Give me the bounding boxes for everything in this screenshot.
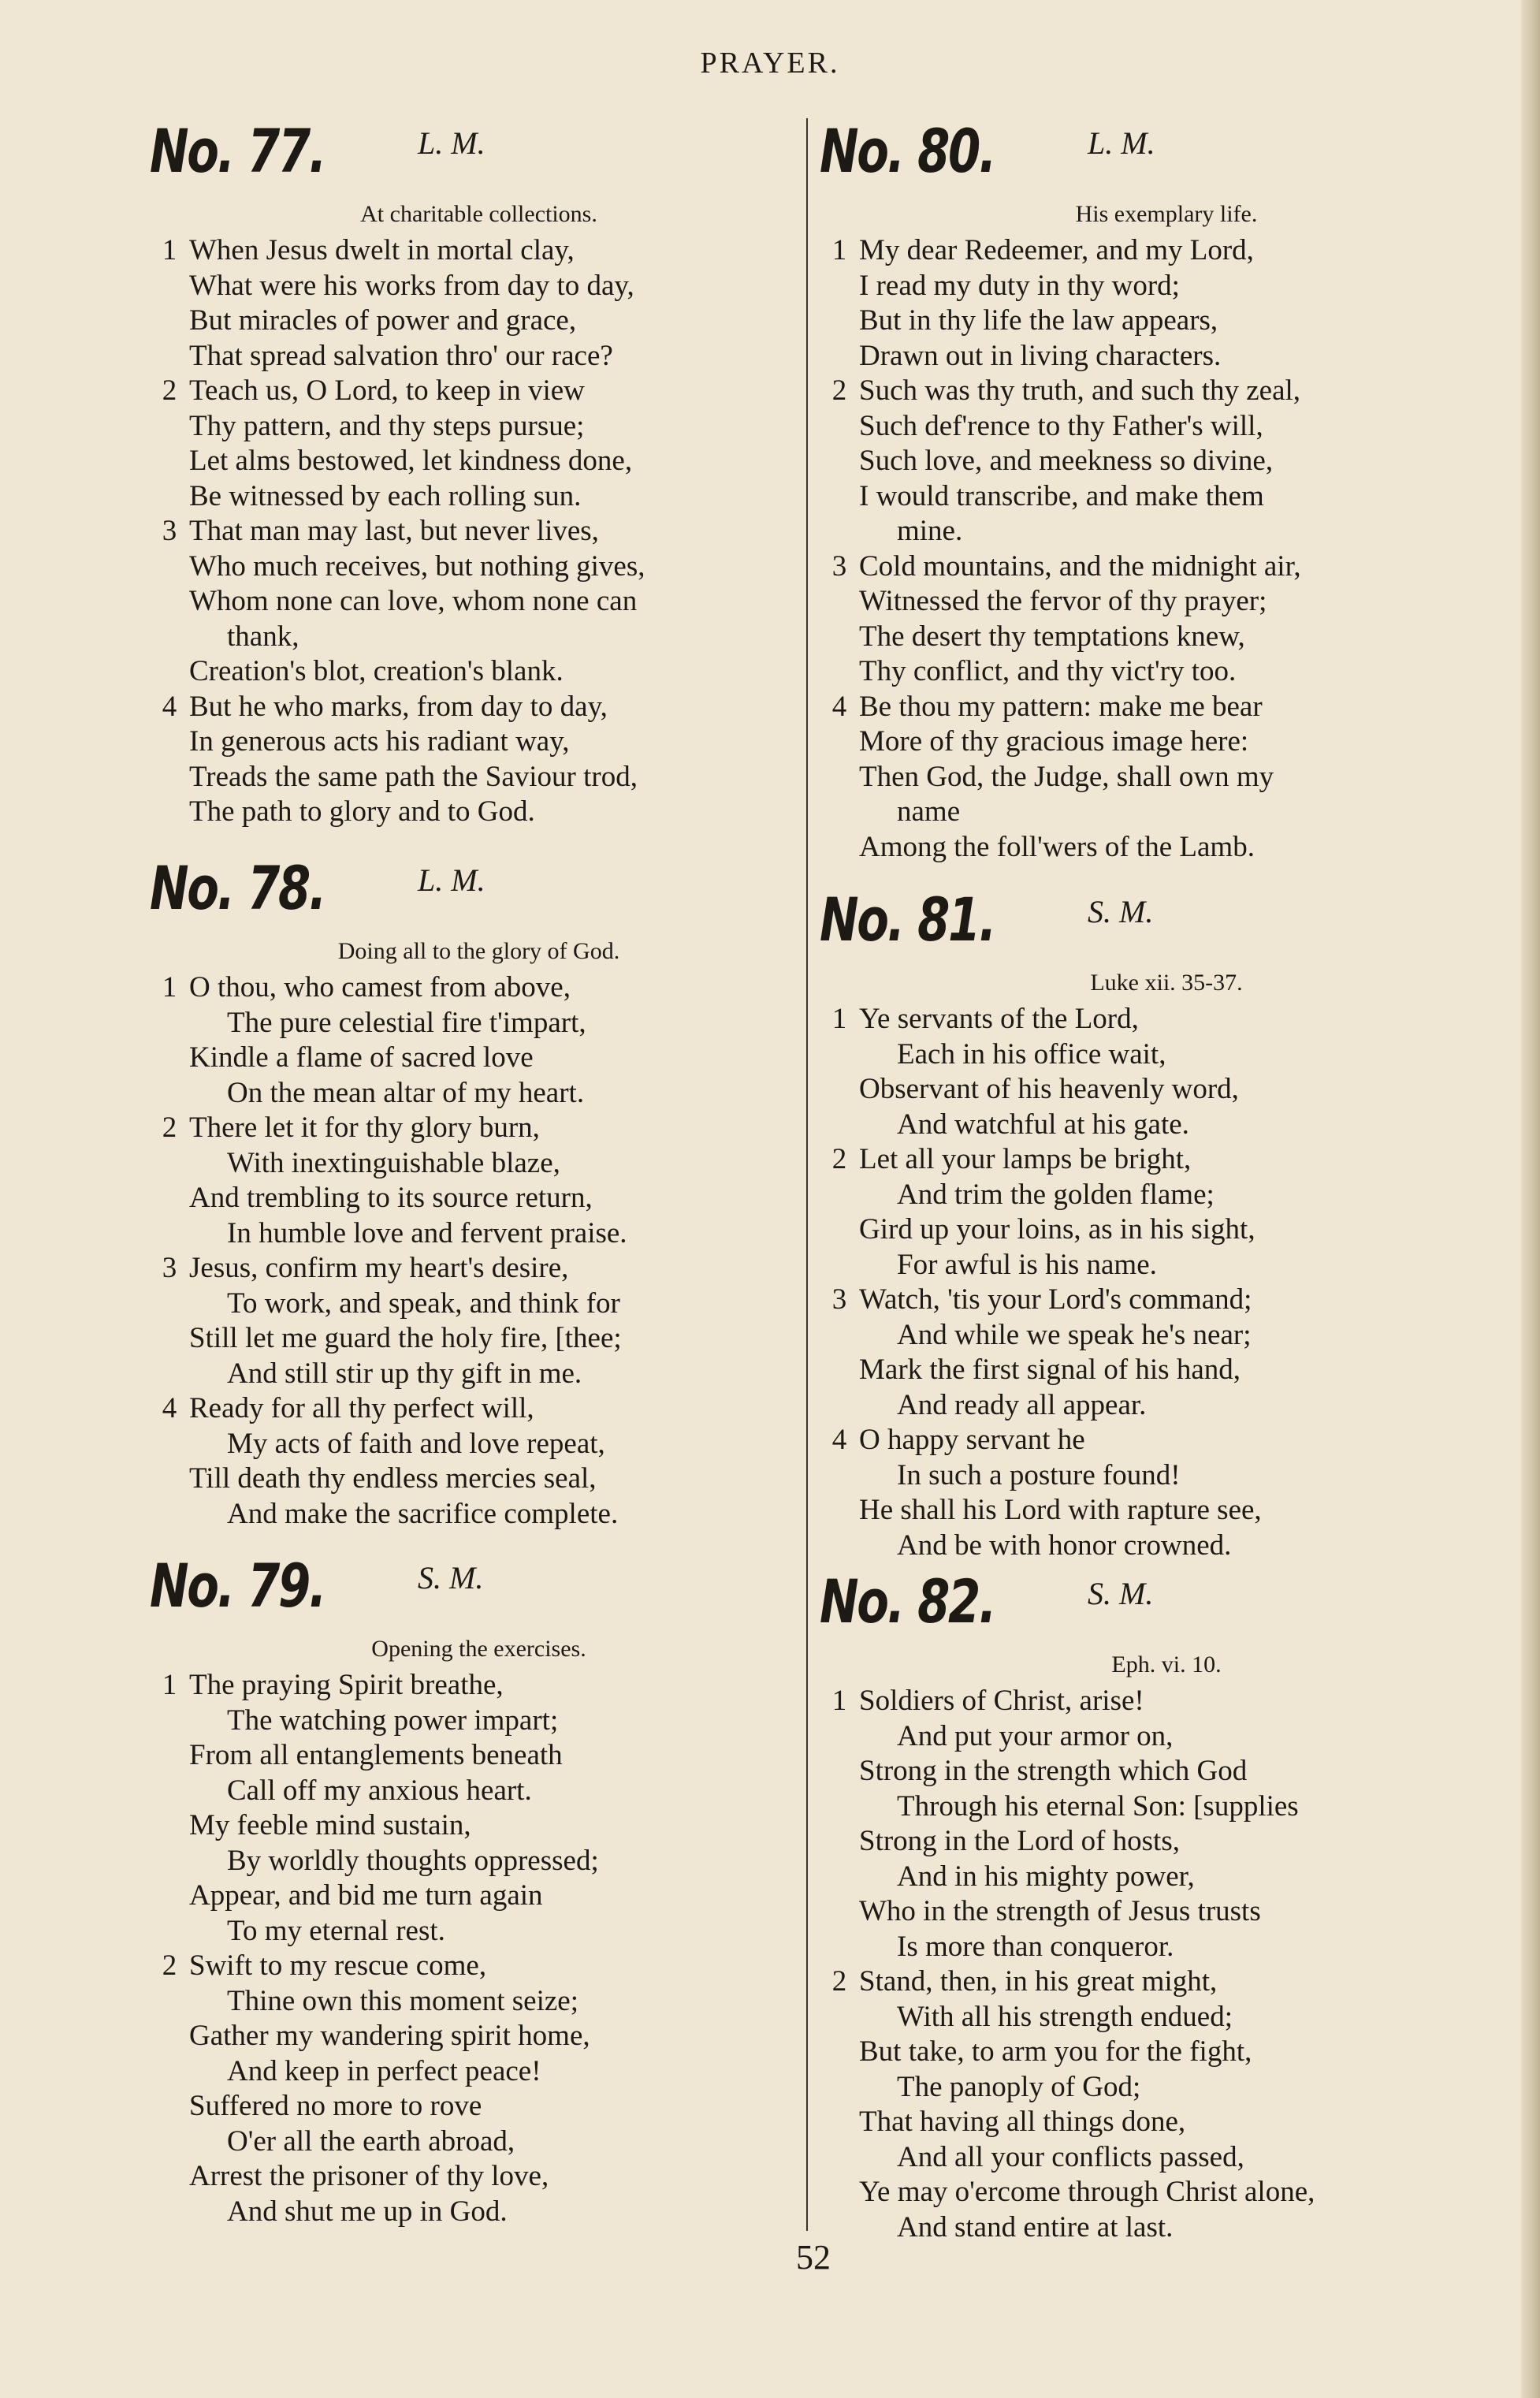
stanza — [150, 1111, 808, 1251]
stanza-lines — [189, 1668, 808, 1949]
stanza-number: 4 — [831, 1424, 847, 1456]
verse-line: And watchful at his gate. — [897, 1108, 1189, 1141]
stanza — [150, 690, 808, 830]
verse-line: Whom none can love, whom none can — [189, 585, 638, 617]
stanza-lines — [859, 1283, 1513, 1423]
verse-line: And make the sacrifice complete. — [227, 1497, 619, 1530]
verse-line: Let alms bestowed, let kindness done, — [189, 445, 633, 477]
hymn-subtitle: Luke xii. 35-37. — [1090, 970, 1243, 996]
verse-line: And while we speak he's near; — [897, 1318, 1252, 1351]
verse-line: Among the foll'wers of the Lamb. — [859, 830, 1255, 863]
verse-line: The pure celestial fire t'impart, — [227, 1006, 586, 1039]
stanza-number: 2 — [831, 1965, 847, 1998]
verse-line: Drawn out in living characters. — [859, 339, 1222, 372]
verse-line: Suffered no more to rove — [189, 2090, 482, 2122]
stanza — [150, 1391, 808, 1532]
verse-line: More of thy gracious image here: — [859, 725, 1249, 758]
stanza-lines — [859, 1423, 1513, 1563]
verse-line: Be thou my pattern: make me bear — [859, 690, 1263, 723]
verse-line: Observant of his heavenly word, — [859, 1073, 1239, 1105]
hymn-subtitle: Eph. vi. 10. — [1111, 1651, 1222, 1677]
verse-line: And stand entire at last. — [897, 2210, 1174, 2243]
page-header: PRAYER. — [700, 47, 840, 80]
stanza-lines — [189, 374, 808, 514]
verse-line: In such a posture found! — [897, 1458, 1181, 1491]
hymn-subtitle: His exemplary life. — [1075, 201, 1258, 227]
stanza-number: 1 — [831, 1003, 847, 1035]
hymn-78 — [150, 855, 808, 1532]
verse-line: Arrest the prisoner of thy love, — [189, 2160, 549, 2192]
stanza — [150, 374, 808, 514]
right-column — [820, 116, 1513, 2243]
hymn-heading — [820, 118, 1513, 197]
verse-line: But miracles of power and grace, — [189, 304, 577, 337]
verse-line: My acts of faith and love repeat, — [227, 1427, 605, 1460]
verse-line: Teach us, O Lord, to keep in view — [189, 374, 585, 407]
verse-line: Gather my wandering spirit home, — [189, 2020, 590, 2052]
stanza-number: 2 — [162, 1111, 177, 1144]
stanza-lines — [189, 1391, 808, 1532]
stanza — [150, 970, 808, 1111]
verse-line: Is more than conqueror. — [897, 1930, 1174, 1963]
verse-line: Call off my anxious heart. — [227, 1774, 532, 1807]
verse-line: The path to glory and to God. — [189, 795, 535, 828]
verse-line: I read my duty in thy word; — [859, 269, 1180, 302]
hymn-meter: S. M. — [1088, 894, 1154, 929]
verse-line: That having all things done, — [859, 2106, 1186, 2138]
hymn-heading — [820, 884, 1513, 966]
hymn-heading — [820, 1566, 1513, 1648]
stanza-lines — [859, 690, 1513, 866]
stanza-lines — [859, 1684, 1513, 1964]
stanza — [820, 549, 1513, 690]
hymn-77 — [150, 118, 808, 830]
hymn-meter: L. M. — [1088, 125, 1155, 161]
verse-line: From all entanglements beneath — [189, 1739, 563, 1771]
verse-line: The watching power impart; — [227, 1704, 559, 1737]
verse-line: Then God, the Judge, shall own my — [859, 760, 1274, 793]
verse-line: In humble love and fervent praise. — [227, 1216, 627, 1249]
hymn-meter: L. M. — [418, 862, 485, 898]
verse-line: And keep in perfect peace! — [227, 2054, 541, 2087]
verse-line: My dear Redeemer, and my Lord, — [859, 234, 1254, 266]
verse-line: And be with honor crowned. — [897, 1529, 1232, 1562]
verse-line: Jesus, confirm my heart's desire, — [189, 1252, 569, 1284]
verse-line: And still stir up thy gift in me. — [227, 1357, 582, 1390]
verse-line: By worldly thoughts oppressed; — [227, 1844, 599, 1877]
hymn-meter: S. M. — [1088, 1576, 1154, 1611]
verse-line: name — [897, 795, 961, 828]
verse-line: And trim the golden flame; — [897, 1178, 1215, 1211]
verse-line: To my eternal rest. — [227, 1914, 445, 1947]
stanza — [820, 1002, 1513, 1142]
verse-line: Gird up your loins, as in his sight, — [859, 1213, 1255, 1246]
hymn-number: No. 77. — [150, 116, 325, 186]
stanza-lines — [859, 1142, 1513, 1283]
stanza-lines — [859, 1002, 1513, 1142]
verse-line: Watch, 'tis your Lord's command; — [859, 1283, 1252, 1316]
left-column — [150, 118, 808, 2239]
stanza-number: 1 — [831, 1685, 847, 1717]
verse-line: Witnessed the fervor of thy prayer; — [859, 585, 1267, 617]
hymn-number: No. 80. — [820, 116, 995, 186]
stanza-number: 2 — [162, 1949, 177, 1982]
stanza — [150, 1251, 808, 1391]
verse-line: Cold mountains, and the midnight air, — [859, 549, 1301, 583]
verse-line: That man may last, but never lives, — [189, 515, 599, 547]
verse-line: Stand, then, in his great might, — [859, 1965, 1218, 1998]
verse-line: But take, to arm you for the fight, — [859, 2035, 1252, 2068]
stanza-number: 2 — [162, 374, 177, 407]
stanza-number: 3 — [831, 1283, 847, 1316]
stanza — [820, 233, 1513, 374]
verse-line: mine. — [897, 515, 963, 547]
verse-line: Such was thy truth, and such thy zeal, — [859, 374, 1301, 407]
hymn-meter: L. M. — [418, 125, 485, 161]
verse-line: To work, and speak, and think for — [227, 1287, 620, 1320]
hymn-number: No. 79. — [150, 1551, 325, 1621]
stanza — [820, 1964, 1513, 2245]
hymn-heading — [150, 855, 808, 934]
stanza — [820, 1684, 1513, 1964]
verse-line: Who in the strength of Jesus trusts — [859, 1895, 1261, 1927]
stanza-lines — [189, 514, 808, 690]
page-number: 52 — [796, 2238, 831, 2277]
verse-line: The praying Spirit breathe, — [189, 1669, 504, 1701]
stanza-lines — [189, 1949, 808, 2229]
verse-line: Such def'rence to thy Father's will, — [859, 409, 1263, 442]
verse-line: Thine own this moment seize; — [227, 1984, 578, 2017]
stanza-number: 4 — [831, 690, 847, 723]
stanza-number: 3 — [162, 515, 177, 547]
verse-line: O thou, who camest from above, — [189, 971, 571, 1004]
hymn-heading — [150, 118, 808, 197]
hymn-number: No. 81. — [820, 884, 995, 955]
stanza-number: 1 — [162, 234, 177, 266]
verse-line: But he who marks, from day to day, — [189, 690, 608, 723]
verse-line: Kindle a flame of sacred love — [189, 1041, 534, 1074]
stanza — [820, 1142, 1513, 1283]
verse-line: Let all your lamps be bright, — [859, 1143, 1192, 1175]
verse-line: With all his strength endued; — [897, 2000, 1233, 2033]
stanza-number: 3 — [162, 1252, 177, 1284]
verse-line: There let it for thy glory burn, — [189, 1111, 540, 1144]
verse-line: I would transcribe, and make them — [859, 479, 1264, 512]
verse-line: Ready for all thy perfect will, — [189, 1392, 534, 1424]
verse-line: Treads the same path the Saviour trod, — [189, 760, 638, 793]
verse-line: And trembling to its source return, — [189, 1182, 593, 1214]
verse-line: And all your conflicts passed, — [897, 2140, 1244, 2173]
verse-line: Each in his office wait, — [897, 1037, 1166, 1071]
stanza — [150, 1949, 808, 2229]
hymn-number: No. 82. — [820, 1566, 995, 1637]
verse-line: Such love, and meekness so divine, — [859, 445, 1274, 477]
verse-line: With inextinguishable blaze, — [227, 1146, 560, 1179]
verse-line: But in thy life the law appears, — [859, 304, 1218, 337]
verse-line: On the mean altar of my heart. — [227, 1076, 585, 1109]
verse-line: My feeble mind sustain, — [189, 1809, 471, 1841]
stanza-lines — [859, 374, 1513, 549]
stanza-lines — [189, 1111, 808, 1251]
hymn-80 — [820, 118, 1513, 865]
stanza-lines — [189, 1251, 808, 1391]
stanza-number: 2 — [831, 374, 847, 407]
verse-line: O'er all the earth abroad, — [227, 2124, 515, 2158]
hymn-number: No. 78. — [150, 853, 325, 923]
verse-line: Ye servants of the Lord, — [859, 1003, 1139, 1035]
verse-line: Swift to my rescue come, — [189, 1949, 487, 1982]
verse-line: He shall his Lord with rapture see, — [859, 1494, 1262, 1526]
stanza-lines — [189, 233, 808, 374]
verse-line: That spread salvation thro' our race? — [189, 339, 613, 372]
verse-line: For awful is his name. — [897, 1248, 1157, 1281]
verse-line: Appear, and bid me turn again — [189, 1879, 543, 1912]
verse-line: Thy conflict, and thy vict'ry too. — [859, 655, 1237, 687]
verse-line: When Jesus dwelt in mortal clay, — [189, 234, 575, 266]
stanza-number: 1 — [162, 1669, 177, 1701]
stanza — [150, 1668, 808, 1949]
stanza — [820, 1423, 1513, 1563]
verse-line: Strong in the strength which God — [859, 1755, 1248, 1787]
stanza-number: 3 — [831, 549, 847, 583]
verse-line: O happy servant he — [859, 1424, 1085, 1456]
hymn-meter: S. M. — [418, 1560, 484, 1596]
stanza-lines — [859, 1964, 1513, 2245]
verse-line: Be witnessed by each rolling sun. — [189, 479, 582, 512]
hymn-79 — [150, 1553, 808, 2229]
verse-line: In generous acts his radiant way, — [189, 725, 570, 758]
verse-line: And in his mighty power, — [897, 1860, 1195, 1893]
stanza — [820, 1283, 1513, 1423]
verse-line: Thy pattern, and thy steps pursue; — [189, 409, 585, 442]
hymn-subtitle: At charitable collections. — [360, 201, 597, 227]
verse-line: Who much receives, but nothing gives, — [189, 549, 645, 583]
hymn-heading — [150, 1553, 808, 1632]
stanza-lines — [859, 549, 1513, 690]
stanza-number: 1 — [162, 971, 177, 1004]
verse-line: Creation's blot, creation's blank. — [189, 655, 564, 687]
stanza-lines — [859, 233, 1513, 374]
stanza — [150, 514, 808, 690]
verse-line: And shut me up in God. — [227, 2195, 508, 2228]
verse-line: Till death thy endless mercies seal, — [189, 1462, 597, 1495]
stanza-number: 4 — [162, 690, 177, 723]
verse-line: thank, — [227, 620, 299, 653]
verse-line: Still let me guard the holy fire, [thee; — [189, 1322, 622, 1354]
page-edge — [1521, 0, 1540, 2398]
verse-line: What were his works from day to day, — [189, 269, 634, 302]
verse-line: Strong in the Lord of hosts, — [859, 1825, 1180, 1857]
stanza-number: 2 — [831, 1143, 847, 1175]
verse-line: And put your armor on, — [897, 1719, 1174, 1752]
hymn-81 — [820, 884, 1513, 1563]
verse-line: Soldiers of Christ, arise! — [859, 1685, 1144, 1717]
hymn-82 — [820, 1566, 1513, 2245]
verse-line: Mark the first signal of his hand, — [859, 1354, 1241, 1386]
stanza-lines — [189, 690, 808, 830]
stanza — [150, 233, 808, 374]
stanza — [820, 690, 1513, 866]
stanza-number: 1 — [831, 234, 847, 266]
hymn-subtitle: Doing all to the glory of God. — [337, 938, 620, 964]
verse-line: Through his eternal Son: [supplies — [897, 1789, 1299, 1823]
verse-line: The panoply of God; — [897, 2070, 1141, 2103]
verse-line: The desert thy temptations knew, — [859, 620, 1245, 653]
stanza-number: 4 — [162, 1392, 177, 1424]
verse-line: Ye may o'ercome through Christ alone, — [859, 2176, 1315, 2208]
verse-line: And ready all appear. — [897, 1388, 1147, 1421]
stanza-lines — [189, 970, 808, 1111]
hymn-subtitle: Opening the exercises. — [371, 1636, 586, 1662]
stanza — [820, 374, 1513, 549]
